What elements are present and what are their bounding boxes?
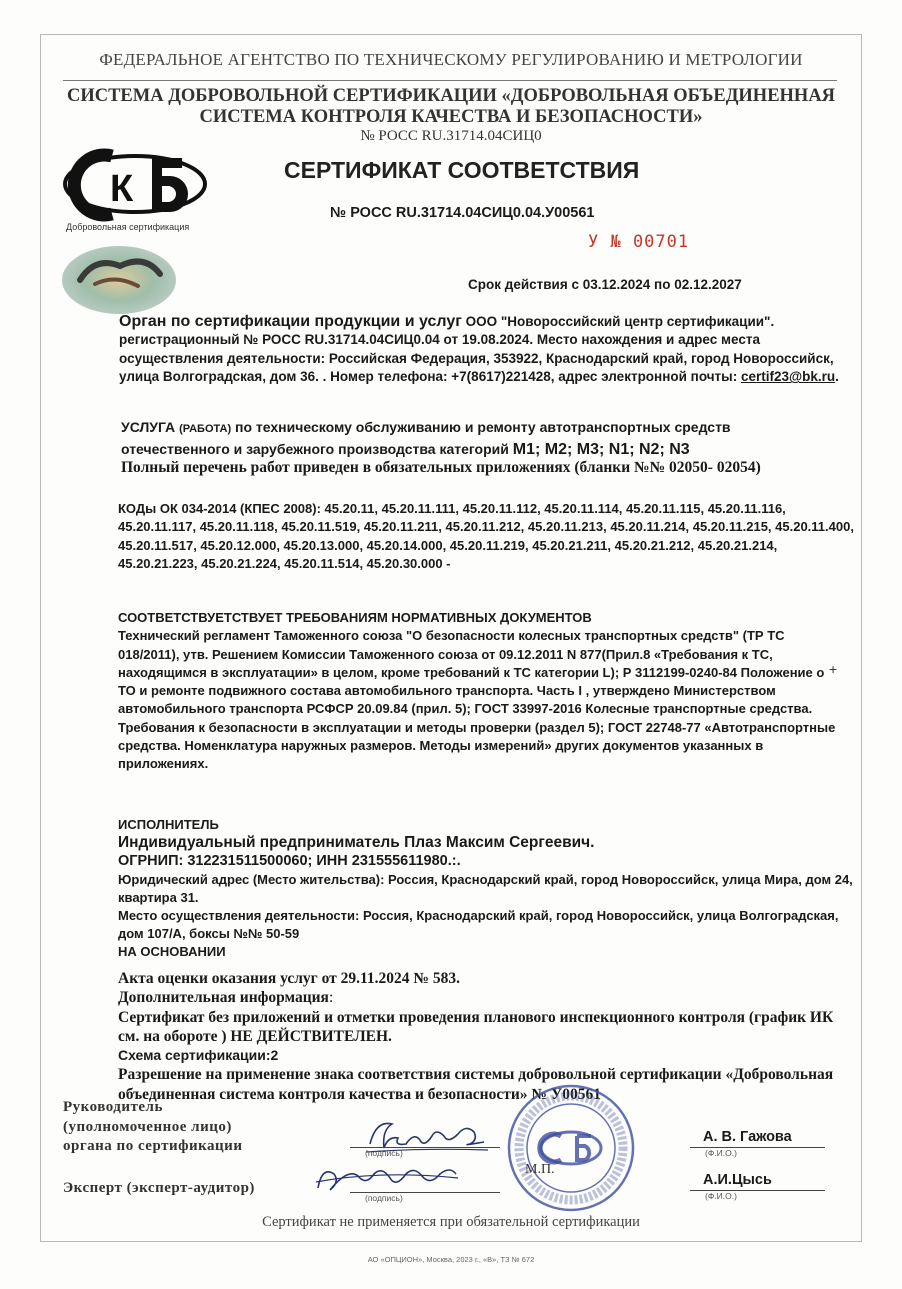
svg-text:К: К — [110, 168, 134, 210]
service-block — [121, 417, 866, 460]
basis-heading: НА ОСНОВАНИИ — [118, 944, 226, 960]
certificate-number: № РОСС RU.31714.04СИЦ0.04.У00561 — [330, 205, 595, 221]
certification-system-name — [0, 86, 902, 128]
certification-body-lead: Орган по сертификации продукции и услуг — [119, 313, 462, 330]
assessment-act: Акта оценки оказания услуг от 29.11.2024 № 583. — [118, 970, 460, 987]
executor-name: Индивидуальный предприниматель Плаз Максим Сергеевич. — [118, 834, 595, 852]
legal-address: Юридический адрес (Место жительства): Россия, Краснодарский край, город Новороссийск, улица Мира, дом 24, квартира 31. — [118, 871, 853, 905]
certification-body-block — [119, 313, 851, 387]
extra-info-label — [118, 988, 858, 1007]
service-label-small: (РАБОТА) — [179, 423, 232, 435]
mark-permission: Разрешение на применение знака соответствия системы добровольной сертификации «Добровольная объединенная система контроля качества и безопасности» № У00561 — [118, 1066, 834, 1103]
system-line-1: СИСТЕМА ДОБРОВОЛЬНОЙ СЕРТИФИКАЦИИ «ДОБРОВОЛЬНАЯ ОБЪЕДИНЕННАЯ — [66, 86, 836, 106]
expert-label: Эксперт (эксперт-аудитор) — [63, 1180, 255, 1196]
plus-mark: + — [829, 661, 838, 677]
expert-name: А.И.Цысь — [703, 1172, 772, 1188]
executor-ogrn: ОГРНИП: 312231511500060; ИНН 231555611980.:. — [118, 853, 461, 870]
agency-name: ФЕДЕРАЛЬНОЕ АГЕНТСТВО ПО ТЕХНИЧЕСКОМУ РЕГУЛИРОВАНИЮ И МЕТРОЛОГИИ — [99, 50, 803, 69]
conformity-heading: СООТВЕТСТВУЕТСТВУЕТ ТРЕБОВАНИЯМ НОРМАТИВНЫХ ДОКУМЕНТОВ — [118, 610, 592, 625]
service-origin: отечественного и зарубежного производства категорий — [121, 441, 513, 457]
executor-heading: ИСПОЛНИТЕЛЬ — [118, 817, 219, 832]
head-label-line-1: Руководитель — [63, 1099, 163, 1115]
vehicle-categories: М1; М2; М3; N1; N2; N3 — [512, 441, 690, 458]
footer-note: Сертификат не применяется при обязательной сертификации — [262, 1214, 640, 1230]
full-list-note: Полный перечень работ приведен в обязательных приложениях (бланки №№ 02050- 02054) — [121, 459, 761, 476]
system-line-2: СИСТЕМА КОНТРОЛЯ КАЧЕСТВА И БЕЗОПАСНОСТИ» — [199, 107, 703, 127]
invalid-note: Сертификат без приложений и отметки проведения планового инспекционного контроля (график ИК см. на обороте ) НЕ ДЕЙСТВИТЕЛЕН. — [118, 1008, 834, 1045]
service-line-1 — [121, 417, 866, 439]
extra-info-text: Дополнительная информация — [118, 989, 329, 1007]
header-divider — [63, 80, 837, 81]
head-sign-caption: (подпись) — [365, 1148, 403, 1158]
service-description: по техническому обслуживанию и ремонту автотранспортных средств — [231, 419, 731, 435]
conformity-block — [118, 609, 838, 774]
hologram-sticker — [60, 244, 178, 316]
head-fio-caption: (Ф.И.О.) — [705, 1148, 737, 1158]
head-name: А. В. Гажова — [703, 1129, 792, 1145]
validity-period: Срок действия с 03.12.2024 по 02.12.2027 — [468, 277, 742, 292]
certification-body-text: ООО "Новороссийский центр сертификации". регистрационный № РОСС RU.31714.04СИЦ0.04 от 19.08.2024. Место нахождения и адрес места осуществления деятельности: Российская Федерация, 353922, Краснодарский край, город Новороссийск, улица Волгоградская, дом 36. . Номер телефона: +7(8617)221428, адрес электронной почты: — [119, 314, 834, 385]
expert-sign-caption: (подпись) — [365, 1193, 403, 1203]
service-line-2 — [121, 439, 866, 460]
round-seal-stamp — [505, 1082, 637, 1214]
system-registration-number: № РОСС RU.31714.04СИЦ0 — [360, 128, 542, 144]
conformity-text: Технический регламент Таможенного союза "О безопасности колесных транспортных средств" (ТР ТС 018/2011), утв. Решением Комиссии Таможенного союза от 09.12.2011 N 877(Прил.8 «Требования к ТС, находящимся в эксплуатации» в целом, кроме требований к ТС категории L); Р 3112199-0240-84 Положение о ТО и ремонте подвижного состава автомобильного транспорта. Часть I , утверждено Министерством автомобильного транспорта РСФСР 20.09.84 (прил. 5); ГОСТ 33997-2016 Колесные транспортные средства. Требования к безопасности в эксплуатации и методы проверки (раздел 5); ГОСТ 22748-77 «Автотранспортные средства. Номенклатура наружных размеров. Методы измерений» других документов указанных в приложениях. — [118, 628, 836, 772]
stamp-mark-label: М.П. — [525, 1162, 555, 1177]
executor-block — [118, 816, 858, 962]
extra-info-colon: : — [328, 989, 334, 1007]
printer-imprint: АО «ОПЦИОН», Москва, 2023 г., «В», ТЗ № 672 — [367, 1255, 535, 1264]
okpd-codes: КОДы ОК 034-2014 (КПЕС 2008): 45.20.11, 45.20.11.111, 45.20.11.112, 45.20.11.114, 45.20.11.115, 45.20.11.116, 45.20.11.117, 45.20.11.118, 45.20.11.519, 45.20.11.211, 45.20.11.212, 45.20.11.213, 45.20.11.214, 45.20.11.215, 45.20.11.400, 45.20.11.517, 45.20.12.000, 45.20.13.000, 45.20.14.000, 45.20.11.219, 45.20.21.211, 45.20.21.212, 45.20.21.214, 45.20.21.223, 45.20.21.224, 45.20.11.514, 45.20.30.000 - — [118, 501, 854, 572]
basis-block — [118, 969, 858, 1104]
certification-scheme: Схема сертификации:2 — [118, 1047, 279, 1064]
blank-number: У № 00701 — [588, 232, 690, 252]
logo-caption: Добровольная сертификация — [66, 222, 190, 232]
head-label-line-2: (уполномоченное лицо) — [63, 1118, 232, 1135]
activity-address: Место осуществления деятельности: Россия, Краснодарский край, город Новороссийск, улица Волгоградская, дом 107/А, боксы №№ 50-59 — [118, 908, 839, 942]
certificate-title: СЕРТИФИКАТ СООТВЕТСТВИЯ — [284, 157, 640, 183]
head-signatory-label — [63, 1098, 242, 1157]
service-label: УСЛУГА — [121, 419, 176, 435]
email-link[interactable]: certif23@bk.ru — [740, 369, 836, 385]
head-label-line-3: органа по сертификации — [63, 1138, 243, 1154]
certification-body-tail: . — [835, 369, 839, 385]
expert-fio-caption: (Ф.И.О.) — [705, 1191, 737, 1201]
